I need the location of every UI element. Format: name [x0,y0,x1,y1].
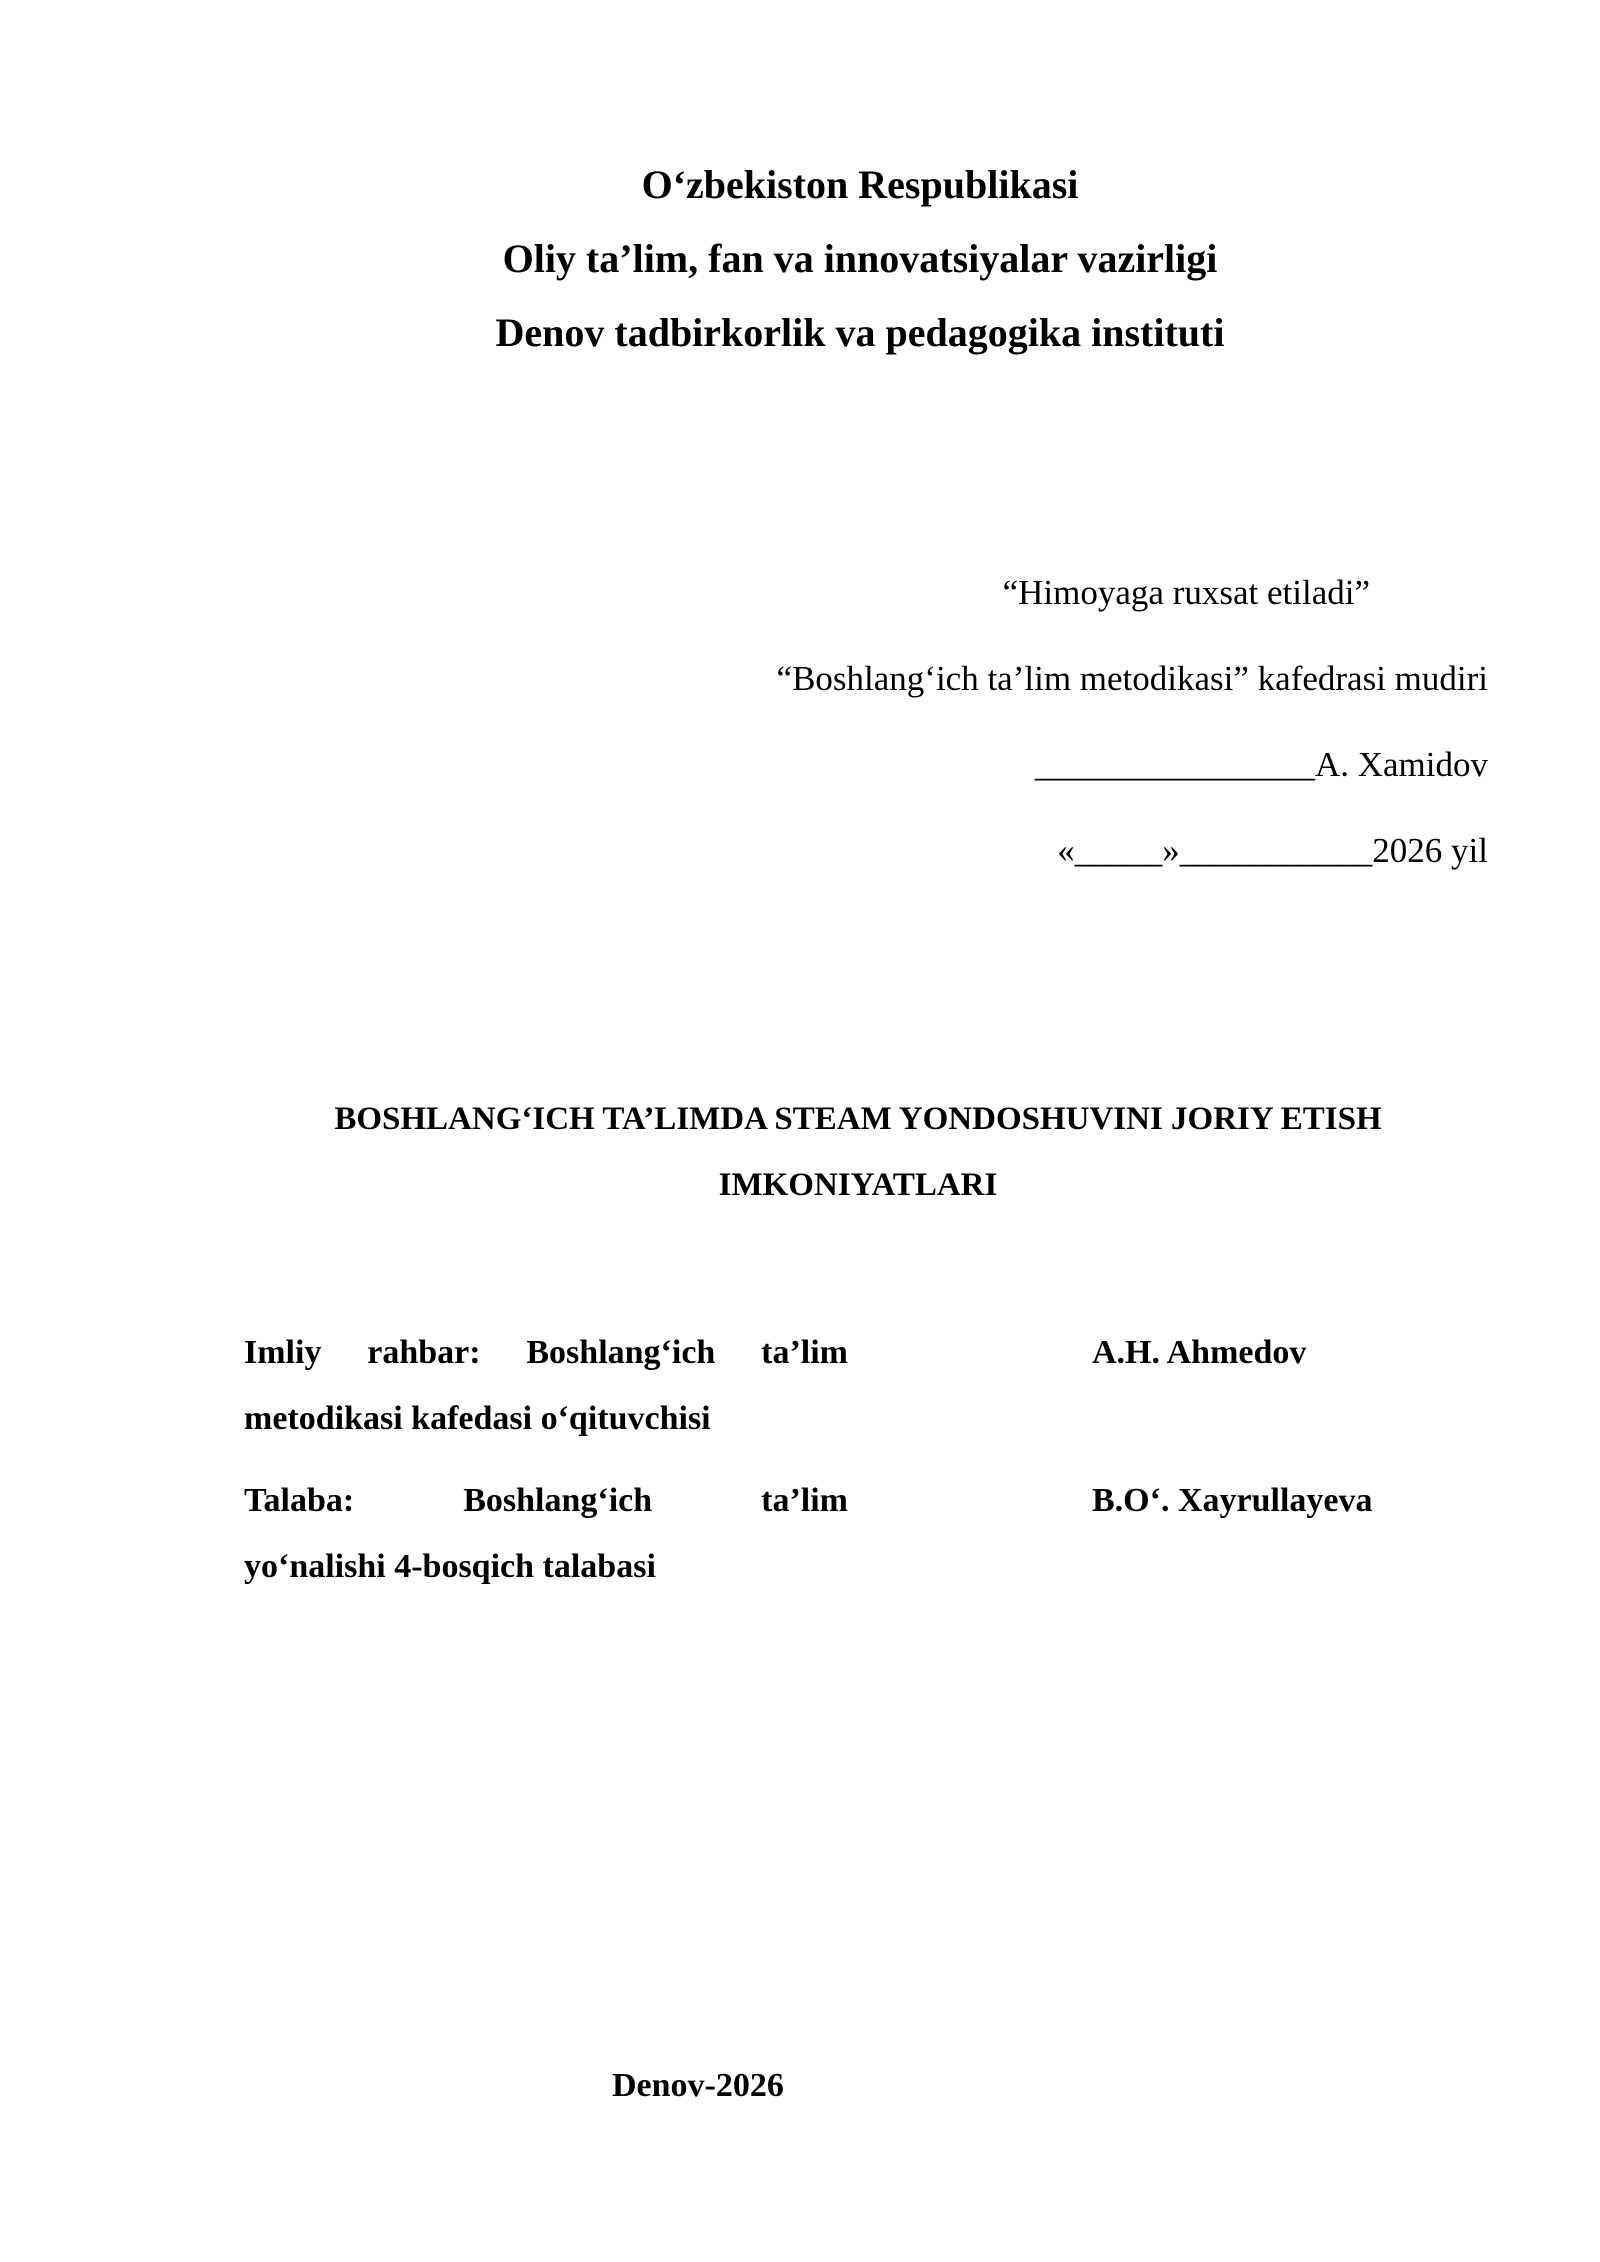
student-role [244,1468,848,1600]
supervisor-role-line-2: metodikasi kafedasi o‘qituvchisi [244,1400,711,1437]
student-role-line-1: Talaba: Boshlang‘ich ta’lim [244,1482,848,1519]
supervisor-role [244,1320,848,1452]
supervisor-name: A.H. Ahmedov [1092,1334,1307,1371]
student-name: B.O‘. Xayrullayeva [1092,1482,1373,1519]
approval-department-head: “Boshlang‘ich ta’lim metodikasi” kafedrasi mudiri [776,659,1488,698]
thesis-title-line-1: BOSHLANG‘ICH TA’LIMDA STEAM YONDOSHUVINI JORIY ETISH [334,1101,1382,1137]
header-country: O‘zbekiston Respublikasi [641,162,1079,207]
supervisor-row [244,1320,1474,1468]
student-role-line-2: yo‘nalishi 4-bosqich talabasi [244,1548,656,1585]
student-row [244,1468,1474,1616]
thesis-title [244,1086,1472,1218]
city-year: Denov-2026 [612,2067,784,2104]
approval-permission: “Himoyaga ruxsat etiladi” [1002,573,1370,612]
thesis-title-line-2: IMKONIYATLARI [718,1167,998,1203]
supervisor-role-line-1: Imliy rahbar: Boshlang‘ich ta’lim [244,1334,848,1371]
institution-header [330,148,1390,370]
approval-signature-line: ________________A. Xamidov [1034,745,1488,784]
header-ministry: Oliy ta’lim, fan va innovatsiyalar vazirligi [502,236,1218,281]
approval-block [777,565,1488,909]
approval-date-line: «_____»___________2026 yil [1057,831,1488,870]
people-table [244,1320,1474,1616]
header-institute: Denov tadbirkorlik va pedagogika instituti [495,310,1225,355]
